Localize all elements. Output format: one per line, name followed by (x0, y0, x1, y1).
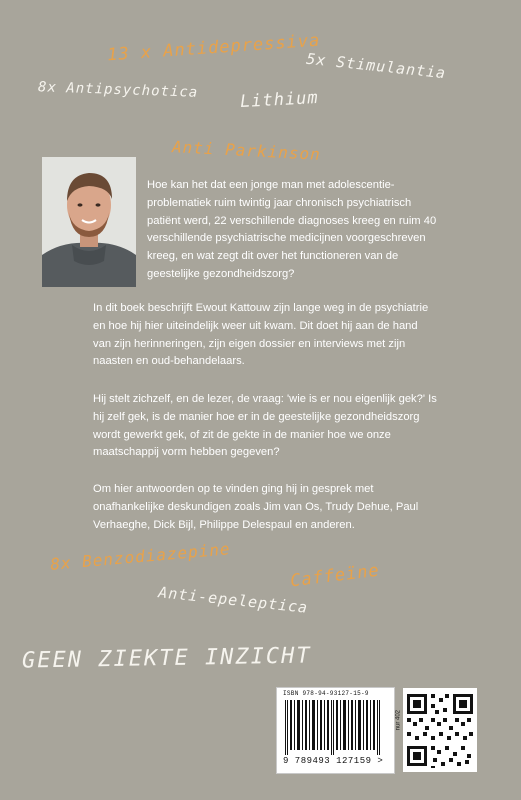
handwritten-antipsychotica: 8x Antipsychotica (37, 79, 199, 101)
barcode-number: 9 789493 127159 > (283, 756, 384, 766)
barcode-bars (283, 700, 383, 755)
handwritten-caffeine: Caffeïne (289, 560, 381, 592)
handwritten-antidepressiva: 13 x Antidepressiva (106, 30, 321, 66)
handwritten-antiparkinson: Anti Parkinson (171, 137, 322, 164)
handwritten-stimulantia: 5x Stimulantia (305, 49, 447, 83)
isbn-barcode (276, 687, 401, 774)
blurb-paragraph-1: Hoe kan het dat een jonge man met adolescentie-problematiek ruim twintig jaar chronisch psychiatrisch patiënt werd, 22 verschillende diagnoses kreeg en ruim 40 verschillende psychiatrische medicijnen voorgeschreven kreeg, en wat zegt dit over het functioneren van de geestelijke gezondheidszorg? (147, 179, 437, 280)
blurb-paragraph-4: Om hier antwoorden op te vinden ging hij in gesprek met onafhankelijke deskundigen zoals Jim van Os, Trudy Dehue, Paul Verhaeghe, Dick Bijl, Philippe Delespaul en anderen. (93, 483, 419, 531)
qr-code-graphic (403, 688, 477, 772)
handwritten-anti-epileptica: Anti-epeleptica (157, 583, 309, 617)
nur-label: nur 402 (395, 710, 401, 731)
handwritten-benzodiazepine: 8x Benzodiazepine (49, 539, 232, 574)
blurb-paragraph-3: Hij stelt zichzelf, en de lezer, de vraag: 'wie is er nou eigenlijk gek?' Is hij zelf gek, is de manier hoe er in de geestelijke gezondheidszorg wordt gewerkt gek, of zit de gekte in de manier hoe we onze maatschappij vorm hebben gegeven? (93, 393, 437, 459)
isbn-label: ISBN 978-94-93127-15-9 (283, 690, 369, 697)
author-photo (42, 157, 136, 287)
handwritten-geen-ziekte-inzicht: GEEN ZIEKTE INZICHT (21, 643, 312, 674)
qr-code (403, 688, 477, 772)
author-portrait-image (42, 157, 136, 287)
handwritten-lithium: Lithium (239, 87, 320, 113)
blurb-paragraph-2: In dit boek beschrijft Ewout Kattouw zijn lange weg in de psychiatrie en hoe hij hier uiteindelijk weer uit kwam. Dit doet hij aan de hand van zijn herinneringen, zijn eigen dossier en interviews met zijn naasten en oud-behandelaars. (93, 302, 429, 368)
